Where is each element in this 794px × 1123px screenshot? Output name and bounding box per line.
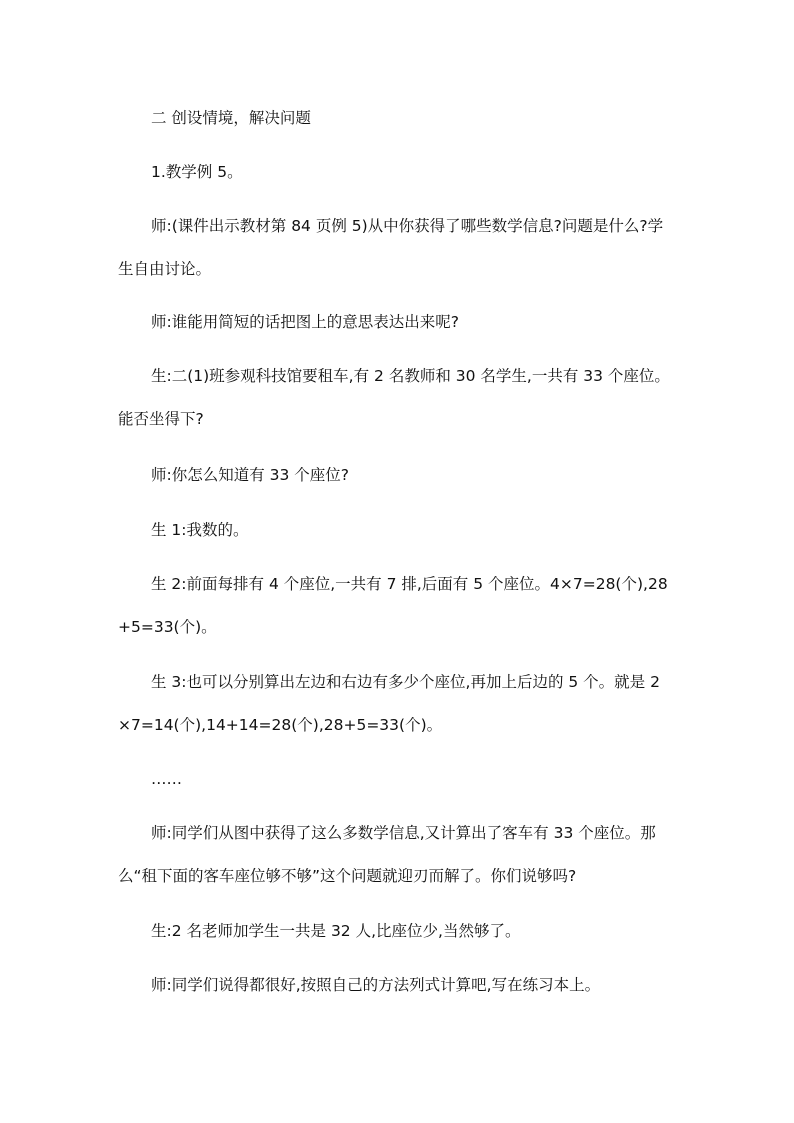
- paragraph-teacher-2: 师:谁能用简短的话把图上的意思表达出来呢?: [151, 313, 459, 331]
- section-heading: 二 创设情境，解决问题: [151, 109, 311, 127]
- paragraph-student-4: 生 3:也可以分别算出左边和右边有多少个座位,再加上后边的 5 个。就是 2×7=14(个),14+14=28(个),28+5=33(个)。: [118, 673, 660, 734]
- paragraph-student-3: 生 2:前面每排有 4 个座位,一共有 7 排,后面有 5 个座位。4×7=28(个),28+5=33(个)。: [118, 575, 668, 636]
- paragraph-teacher-5: 师:同学们说得都很好,按照自己的方法列式计算吧,写在练习本上。: [151, 976, 601, 994]
- example-heading: 1.教学例 5。: [151, 163, 243, 181]
- ellipsis-line: ……: [151, 770, 182, 788]
- paragraph-student-5: 生:2 名老师加学生一共是 32 人,比座位少,当然够了。: [151, 922, 521, 940]
- paragraph-student-2: 生 1:我数的。: [151, 521, 249, 539]
- paragraph-student-1: 生:二(1)班参观科技馆要租车,有 2 名教师和 30 名学生,一共有 33 个座位。能否坐得下?: [118, 367, 670, 428]
- paragraph-teacher-4: 师:同学们从图中获得了这么多数学信息,又计算出了客车有 33 个座位。那么“租下面的客车座位够不够”这个问题就迎刃而解了。你们说够吗?: [118, 824, 656, 885]
- paragraph-teacher-3: 师:你怎么知道有 33 个座位?: [151, 466, 350, 484]
- paragraph-teacher-1: 师:(课件出示教材第 84 页例 5)从中你获得了哪些数学信息?问题是什么?学生自由讨论。: [118, 217, 664, 278]
